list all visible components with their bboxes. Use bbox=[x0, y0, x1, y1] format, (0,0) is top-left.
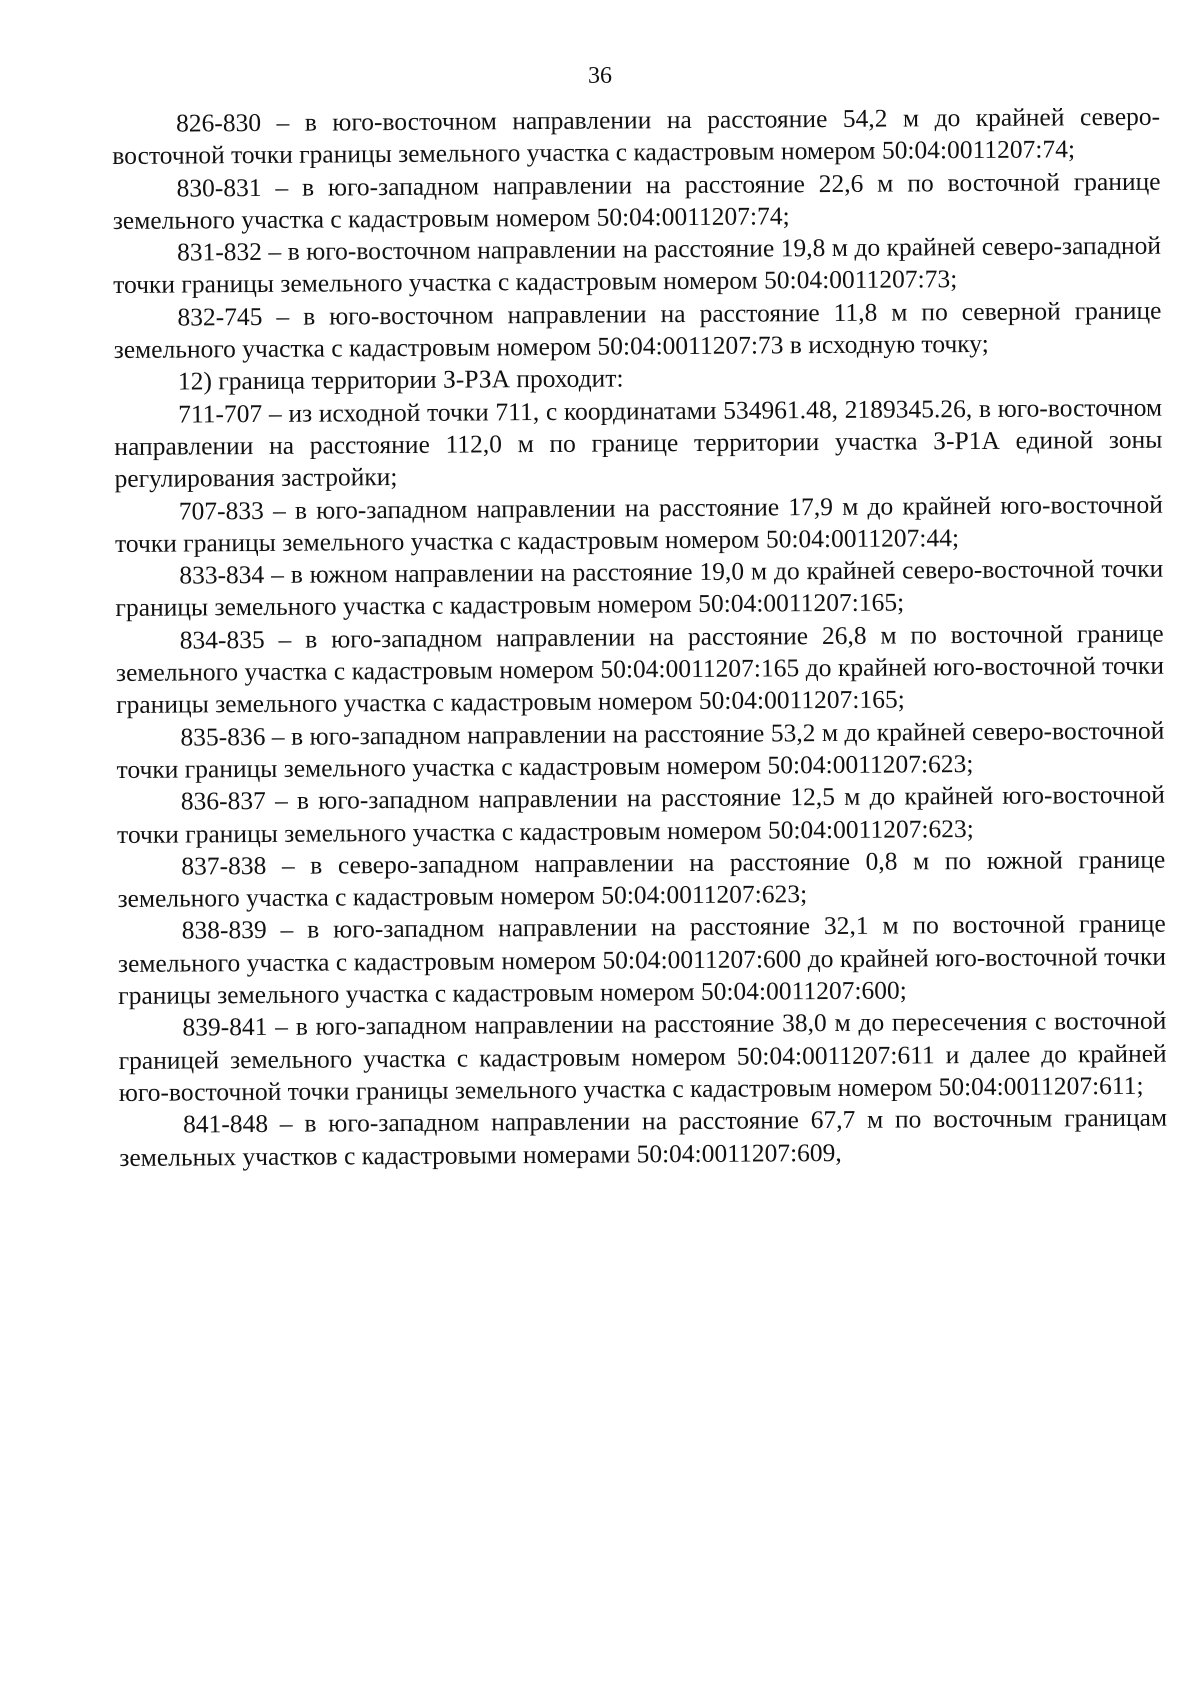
paragraph-832-745: 832-745 – в юго-восточном направлении на расстояние 11,8 м по северной границе земельного участка с кадастровым номером 50:04:0011207:73 в исходную точку; bbox=[113, 295, 1162, 365]
paragraph-837-838: 837-838 – в северо-западном направлении на расстояние 0,8 м по южной границе земельного участка с кадастровым номером 50:04:0011207:623; bbox=[117, 844, 1166, 914]
page-number: 36 bbox=[588, 63, 612, 89]
paragraph-707-833: 707-833 – в юго-западном направлении на расстояние 17,9 м до крайней юго-восточной точки границы земельного участка с кадастровым номером 50:04:0011207:44; bbox=[114, 489, 1163, 558]
paragraph-711-707: 711-707 – из исходной точки 711, с координатами 534961.48, 2189345.26, в юго-восточном направлении на расстояние 112,0 м по границе территории участка З-Р1А единой зоны регулирования застройки; bbox=[114, 392, 1163, 494]
paragraph-836-837: 836-837 – в юго-западном направлении на расстояние 12,5 м до крайней юго-восточной точки границы земельного участка с кадастровым номером 50:04:0011207:623; bbox=[116, 779, 1165, 849]
paragraph-834-835: 834-835 – в юго-западном направлении на расстояние 26,8 м по восточной границе земельного участка с кадастровым номером 50:04:0011207:165 до крайней юго-восточной точки границы земельного участка с кадастровым номером 50:04:0011207:165; bbox=[115, 618, 1165, 720]
paragraph-831-832: 831-832 – в юго-восточном направлении на расстояние 19,8 м до крайней северо-западной точки границы земельного участка с кадастровым номером 50:04:0011207:73; bbox=[113, 230, 1162, 300]
paragraph-838-839: 838-839 – в юго-западном направлении на расстояние 32,1 м по восточной границе земельного участка с кадастровым номером 50:04:0011207:600 до крайней юго-восточной точки границы земельного участка с кадастровым номером 50:04:0011207:600; bbox=[117, 909, 1167, 1010]
paragraph-830-831: 830-831 – в юго-западном направлении на расстояние 22,6 м по восточной границе земельного участка с кадастровым номером 50:04:0011207:74; bbox=[112, 166, 1161, 235]
document-body bbox=[112, 101, 1167, 1174]
paragraph-833-834: 833-834 – в южном направлении на расстояние 19,0 м до крайней северо-восточной точки границы земельного участка с кадастровым номером 50:04:0011207:165; bbox=[115, 553, 1164, 623]
paragraph-841-848: 841-848 – в юго-западном направлении на расстояние 67,7 м по восточным границам земельных участков с кадастровыми номерами 50:04:0011207:609, bbox=[119, 1102, 1168, 1172]
paragraph-839-841: 839-841 – в юго-западном направлении на расстояние 38,0 м до пересечения с восточной границей земельного участка с кадастровым номером 50:04:0011207:611 и далее до крайней юго-восточной точки границы земельного участка с кадастровым номером 50:04:0011207:611; bbox=[118, 1005, 1167, 1107]
paragraph-835-836: 835-836 – в юго-западном направлении на расстояние 53,2 м до крайней северо-восточной точки границы земельного участка с кадастровым номером 50:04:0011207:623; bbox=[116, 715, 1165, 784]
paragraph-826-830: 826-830 – в юго-восточном направлении на расстояние 54,2 м до крайней северо-восточной точки границы земельного участка с кадастровым номером 50:04:0011207:74; bbox=[112, 101, 1161, 171]
section-heading-zone-boundary: 12) граница территории З-РЗА проходит: bbox=[177, 363, 624, 396]
